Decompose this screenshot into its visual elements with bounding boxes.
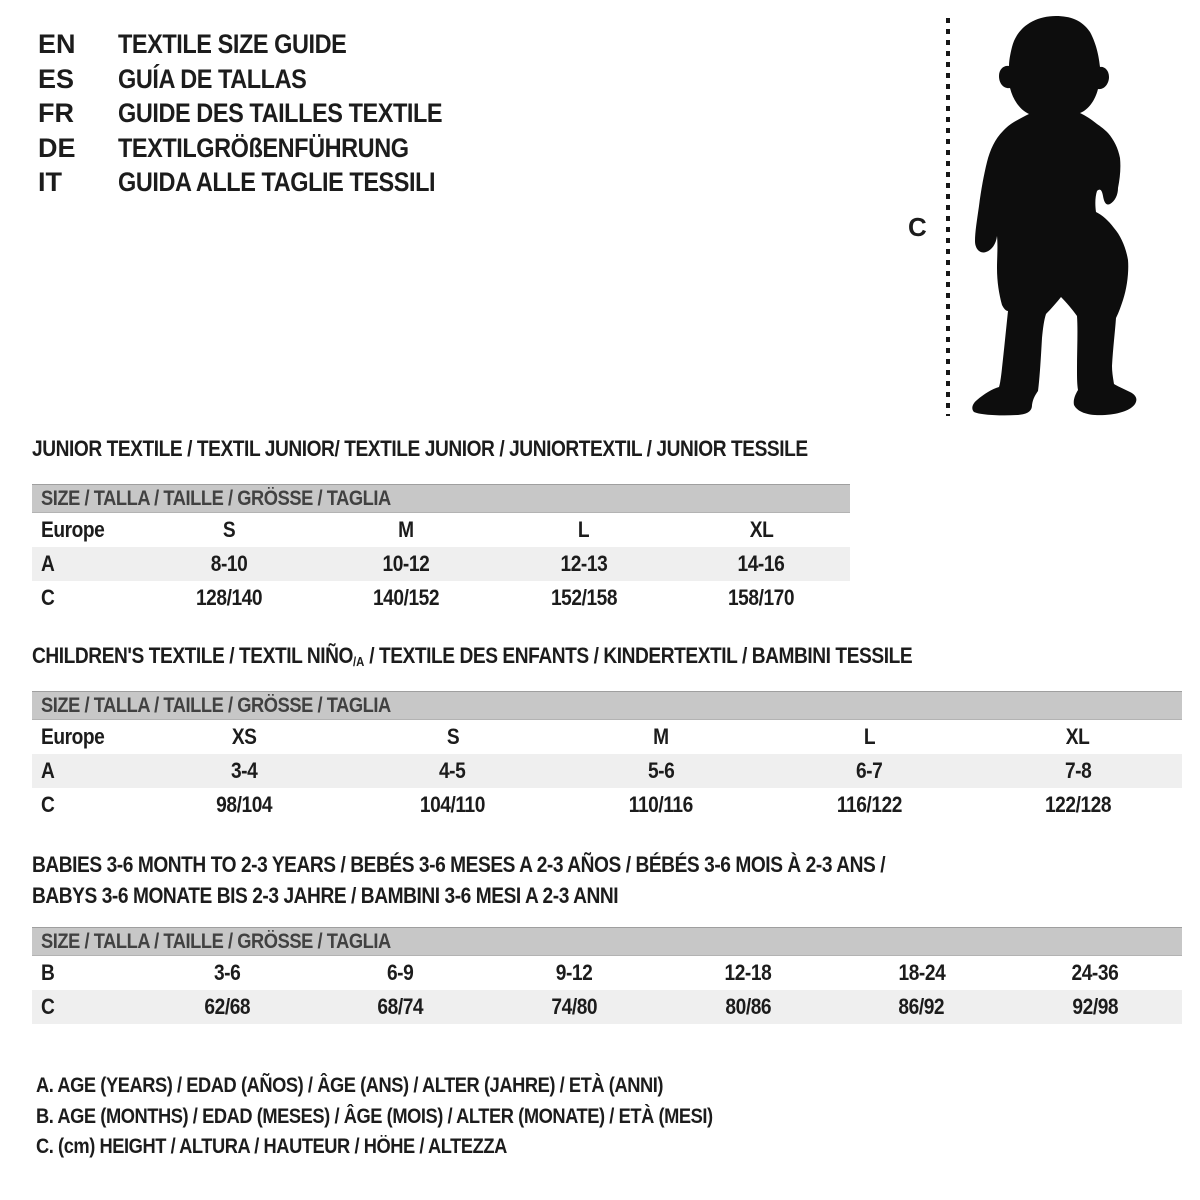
language-code: IT: [38, 167, 62, 198]
language-row: [38, 165, 491, 200]
language-row: [38, 96, 491, 131]
guide-title: GUIDE DES TAILLES TEXTILE: [118, 98, 443, 129]
table-row: A 8-10 10-12 12-13 14-16: [32, 547, 850, 581]
babies-section-title: BABIES 3-6 MONTH TO 2-3 YEARS / BEBÉS 3-6 MESES A 2-3 AÑOS / BÉBÉS 3-6 MOIS À 2-3 ANS / BABYS 3-6 MONATE BIS 2-3 JAHRE / BAMBINI 3-6 MESI A 2-3 ANNI: [32, 852, 886, 908]
children-section-title: CHILDREN'S TEXTILE / TEXTIL NIÑO/A / TEXTILE DES ENFANTS / KINDERTEXTIL / BAMBINI TESSILE: [32, 643, 913, 669]
row-label: Europe: [41, 724, 105, 749]
size-header-label: SIZE / TALLA / TAILLE / GRÖSSE / TAGLIA: [41, 693, 391, 717]
height-measure-label: C: [908, 212, 927, 242]
legend-line-c: C. (cm) HEIGHT / ALTURA / HAUTEUR / HÖHE / ALTEZZA: [36, 1135, 507, 1159]
row-label: A: [41, 758, 55, 783]
row-label: C: [41, 585, 55, 610]
row-label: C: [41, 792, 55, 817]
legend-line-b: B. AGE (MONTHS) / EDAD (MESES) / ÂGE (MOIS) / ALTER (MONATE) / ETÀ (MESI): [36, 1104, 713, 1128]
language-row: [38, 27, 491, 62]
guide-title: GUÍA DE TALLAS: [118, 63, 307, 94]
table-row: C 98/104 104/110 110/116 116/122 122/128: [32, 788, 1182, 822]
toddler-silhouette-icon: [900, 0, 1200, 430]
language-code: FR: [38, 98, 74, 129]
row-label: C: [41, 994, 55, 1019]
guide-title: TEXTILE SIZE GUIDE: [118, 29, 347, 59]
table-row: A 3-4 4-5 5-6 6-7 7-8: [32, 754, 1182, 788]
row-label: Europe: [41, 517, 105, 542]
babies-size-table: [32, 927, 1182, 1024]
guide-title: TEXTILGRÖßENFÜHRUNG: [118, 132, 409, 163]
title-subscript: /A: [353, 654, 365, 669]
language-row: [38, 131, 491, 166]
table-row: B 3-6 6-9 9-12 12-18 18-24 24-36: [32, 956, 1182, 990]
row-label: A: [41, 551, 55, 576]
table-row: C 128/140 140/152 152/158 158/170: [32, 581, 850, 615]
table-row: Europe S M L XL: [32, 513, 850, 547]
language-code: DE: [38, 132, 76, 163]
guide-title: GUIDA ALLE TAGLIE TESSILI: [118, 167, 436, 198]
language-title-list: [38, 27, 491, 200]
size-header-bar: [32, 927, 1182, 956]
size-header-label: SIZE / TALLA / TAILLE / GRÖSSE / TAGLIA: [41, 929, 391, 953]
language-code: EN: [38, 29, 76, 59]
language-code: ES: [38, 63, 75, 94]
table-row: C 62/68 68/74 74/80 80/86 86/92 92/98: [32, 990, 1182, 1024]
junior-section-title: JUNIOR TEXTILE / TEXTIL JUNIOR/ TEXTILE JUNIOR / JUNIORTEXTIL / JUNIOR TESSILE: [32, 436, 808, 461]
size-header-label: SIZE / TALLA / TAILLE / GRÖSSE / TAGLIA: [41, 486, 391, 510]
legend-line-a: A. AGE (YEARS) / EDAD (AÑOS) / ÂGE (ANS) / ALTER (JAHRE) / ETÀ (ANNI): [36, 1074, 664, 1097]
junior-size-table: [32, 484, 850, 615]
children-size-table: [32, 691, 1182, 822]
size-header-bar: [32, 484, 850, 513]
row-label: B: [41, 960, 55, 985]
language-row: [38, 62, 491, 97]
measurement-legend: [36, 1071, 814, 1163]
size-header-bar: [32, 691, 1182, 720]
table-row: Europe XS S M L XL: [32, 720, 1182, 754]
